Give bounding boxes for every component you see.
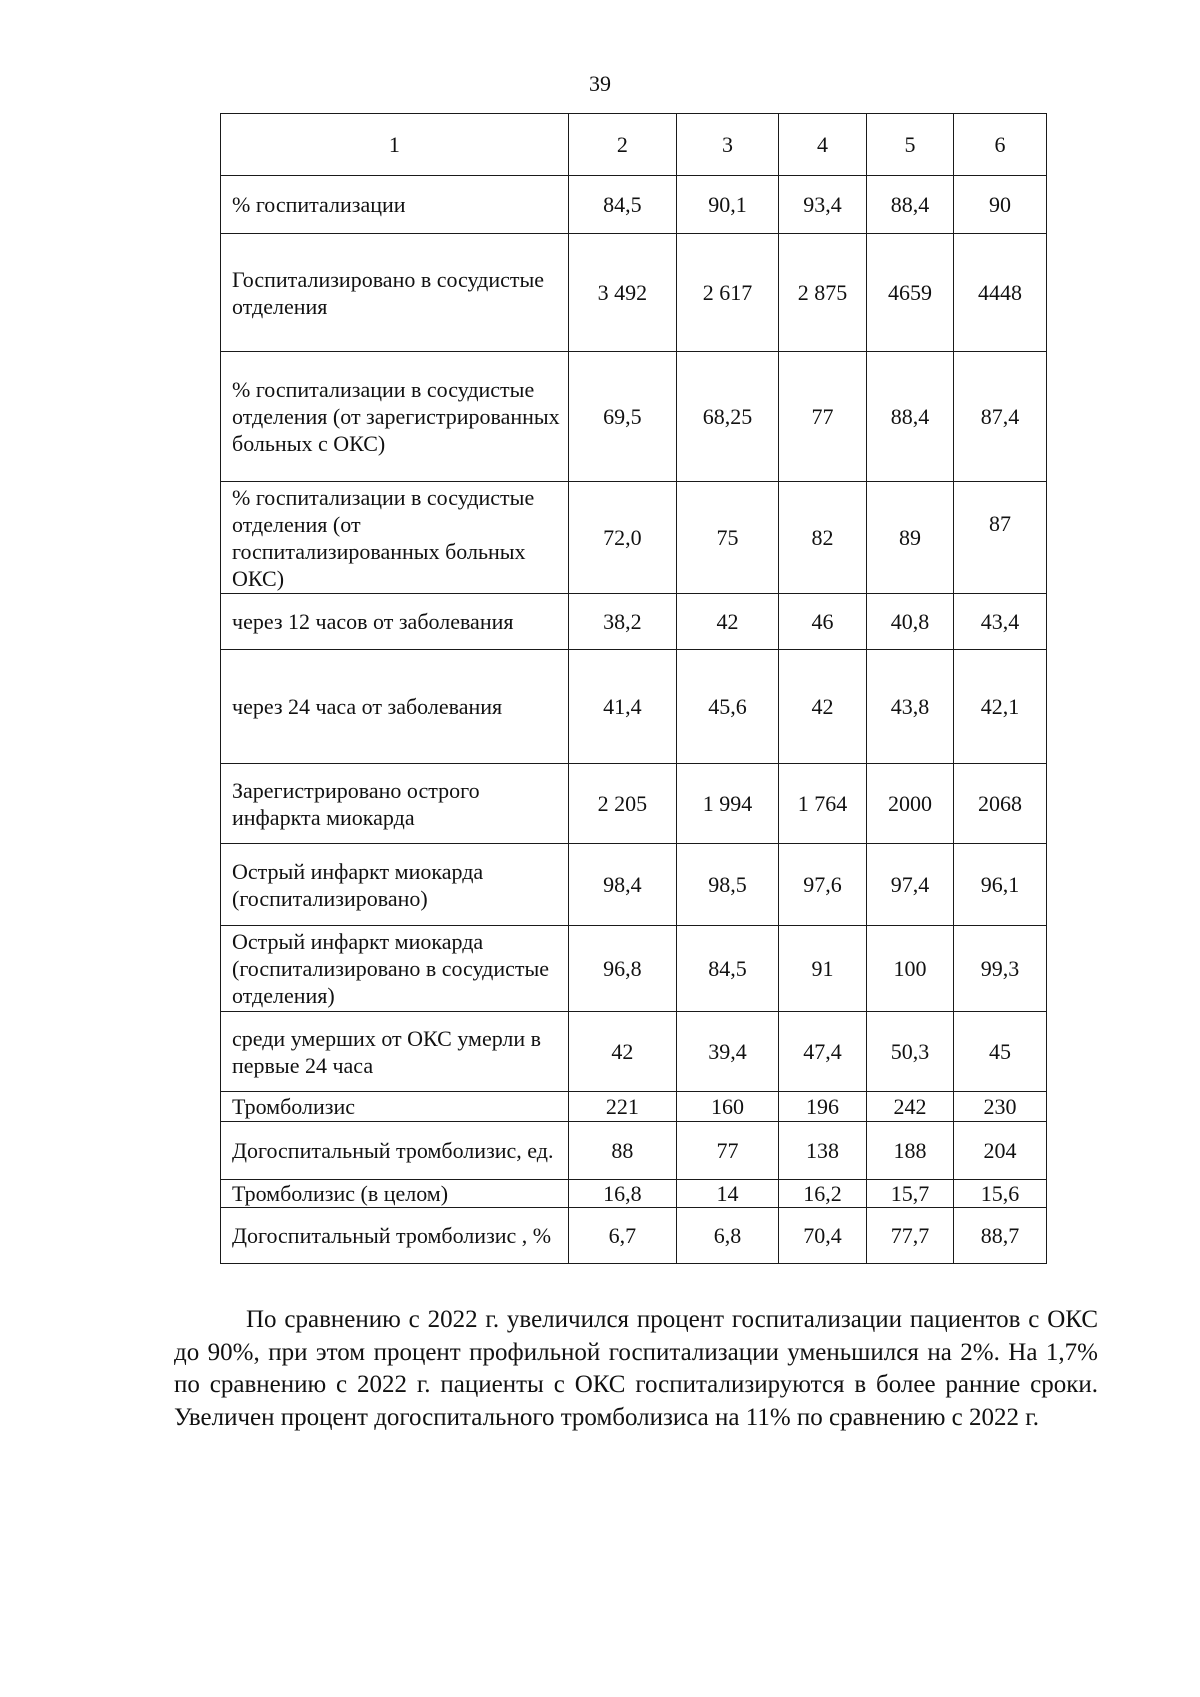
- table-row: [221, 234, 1047, 352]
- row-label: % госпитализации в сосудистые отделения (от госпитализированных больных ОКС): [221, 482, 569, 594]
- table-cell: 98,4: [568, 844, 676, 926]
- table-cell: 84,5: [568, 176, 676, 234]
- table-cell: 88,7: [953, 1208, 1046, 1264]
- table-cell: 87: [953, 482, 1046, 594]
- row-label: Догоспитальный тромболизис, ед.: [221, 1122, 569, 1180]
- summary-text: По сравнению с 2022 г. увеличился процент госпитализации пациентов с ОКС до 90%, при этом процент профильной госпитализации уменьшился на 2%. На 1,7% по сравнению с 2022 г. пациенты с ОКС госпитализируются в более ранние сроки. Увеличен процент догоспитального тромболизиса на 11% по сравнению с 2022 г.: [174, 1306, 1098, 1431]
- table-cell: 221: [568, 1092, 676, 1122]
- row-label: Догоспитальный тромболизис , %: [221, 1208, 569, 1264]
- table-cell: 42: [676, 594, 778, 650]
- table-row: [221, 764, 1047, 844]
- table-cell: 77: [779, 352, 867, 482]
- table-cell: 84,5: [676, 926, 778, 1012]
- table-cell: 15,6: [953, 1180, 1046, 1208]
- table-cell: 68,25: [676, 352, 778, 482]
- table-cell: 77,7: [867, 1208, 954, 1264]
- table-cell: 43,8: [867, 650, 954, 764]
- table-cell: 2068: [953, 764, 1046, 844]
- table-cell: 97,4: [867, 844, 954, 926]
- row-label: % госпитализации в сосудистые отделения (от зарегистрированных больных с ОКС): [221, 352, 569, 482]
- column-header: 2: [568, 114, 676, 176]
- table-cell: 87,4: [953, 352, 1046, 482]
- row-label: % госпитализации: [221, 176, 569, 234]
- table-header-row: [221, 114, 1047, 176]
- table-row: [221, 926, 1047, 1012]
- table-cell: 196: [779, 1092, 867, 1122]
- table-cell: 90,1: [676, 176, 778, 234]
- table-cell: 43,4: [953, 594, 1046, 650]
- table-cell: 88,4: [867, 176, 954, 234]
- table-cell: 89: [867, 482, 954, 594]
- table-cell: 41,4: [568, 650, 676, 764]
- table-cell: 98,5: [676, 844, 778, 926]
- table-row: [221, 1012, 1047, 1092]
- row-label: Тромболизис: [221, 1092, 569, 1122]
- table-cell: 6,8: [676, 1208, 778, 1264]
- table-cell: 6,7: [568, 1208, 676, 1264]
- table-cell: 160: [676, 1092, 778, 1122]
- row-label: через 12 часов от заболевания: [221, 594, 569, 650]
- table-cell: 91: [779, 926, 867, 1012]
- table-cell: 1 994: [676, 764, 778, 844]
- table-row: [221, 176, 1047, 234]
- row-label: Госпитализировано в сосудистые отделения: [221, 234, 569, 352]
- table-cell: 42: [568, 1012, 676, 1092]
- table-cell: 4659: [867, 234, 954, 352]
- row-label: Тромболизис (в целом): [221, 1180, 569, 1208]
- table-cell: 40,8: [867, 594, 954, 650]
- table-cell: 90: [953, 176, 1046, 234]
- summary-paragraph: [174, 1304, 1098, 1434]
- table-row: [221, 1122, 1047, 1180]
- table-cell: 188: [867, 1122, 954, 1180]
- table-cell: 96,1: [953, 844, 1046, 926]
- table-cell: 38,2: [568, 594, 676, 650]
- table-cell: 2 875: [779, 234, 867, 352]
- table-cell: 96,8: [568, 926, 676, 1012]
- table-cell: 50,3: [867, 1012, 954, 1092]
- table-cell: 99,3: [953, 926, 1046, 1012]
- table-row: [221, 482, 1047, 594]
- table-cell: 100: [867, 926, 954, 1012]
- table-cell: 204: [953, 1122, 1046, 1180]
- table-cell: 88,4: [867, 352, 954, 482]
- table-cell: 47,4: [779, 1012, 867, 1092]
- table-cell: 45,6: [676, 650, 778, 764]
- table-cell: 2000: [867, 764, 954, 844]
- table-cell: 1 764: [779, 764, 867, 844]
- table-cell: 16,8: [568, 1180, 676, 1208]
- table-cell: 75: [676, 482, 778, 594]
- table-cell: 45: [953, 1012, 1046, 1092]
- table-cell: 93,4: [779, 176, 867, 234]
- row-label: через 24 часа от заболевания: [221, 650, 569, 764]
- row-label: Острый инфаркт миокарда (госпитализировано в сосудистые отделения): [221, 926, 569, 1012]
- column-header: 1: [221, 114, 569, 176]
- table-cell: 88: [568, 1122, 676, 1180]
- row-label: среди умерших от ОКС умерли в первые 24 часа: [221, 1012, 569, 1092]
- column-header: 4: [779, 114, 867, 176]
- table-cell: 77: [676, 1122, 778, 1180]
- page-number: 39: [589, 71, 611, 96]
- table-cell: 138: [779, 1122, 867, 1180]
- table-row: [221, 352, 1047, 482]
- table-row: [221, 1208, 1047, 1264]
- table-cell: 242: [867, 1092, 954, 1122]
- table-cell: 3 492: [568, 234, 676, 352]
- table-cell: 72,0: [568, 482, 676, 594]
- table-cell: 97,6: [779, 844, 867, 926]
- column-header: 6: [953, 114, 1046, 176]
- table-row: [221, 1180, 1047, 1208]
- table-cell: 82: [779, 482, 867, 594]
- table-cell: 46: [779, 594, 867, 650]
- column-header: 3: [676, 114, 778, 176]
- table-row: [221, 594, 1047, 650]
- row-label: Острый инфаркт миокарда (госпитализировано): [221, 844, 569, 926]
- column-header: 5: [867, 114, 954, 176]
- table-cell: 70,4: [779, 1208, 867, 1264]
- table-row: [221, 1092, 1047, 1122]
- table-cell: 16,2: [779, 1180, 867, 1208]
- table-cell: 4448: [953, 234, 1046, 352]
- row-label: Зарегистрировано острого инфаркта миокарда: [221, 764, 569, 844]
- table-cell: 39,4: [676, 1012, 778, 1092]
- table-cell: 14: [676, 1180, 778, 1208]
- data-table: [220, 113, 1047, 1264]
- table-cell: 2 205: [568, 764, 676, 844]
- table-cell: 42: [779, 650, 867, 764]
- table-cell: 15,7: [867, 1180, 954, 1208]
- table-row: [221, 844, 1047, 926]
- table-row: [221, 650, 1047, 764]
- table-cell: 42,1: [953, 650, 1046, 764]
- table-cell: 69,5: [568, 352, 676, 482]
- table-cell: 230: [953, 1092, 1046, 1122]
- table-cell: 2 617: [676, 234, 778, 352]
